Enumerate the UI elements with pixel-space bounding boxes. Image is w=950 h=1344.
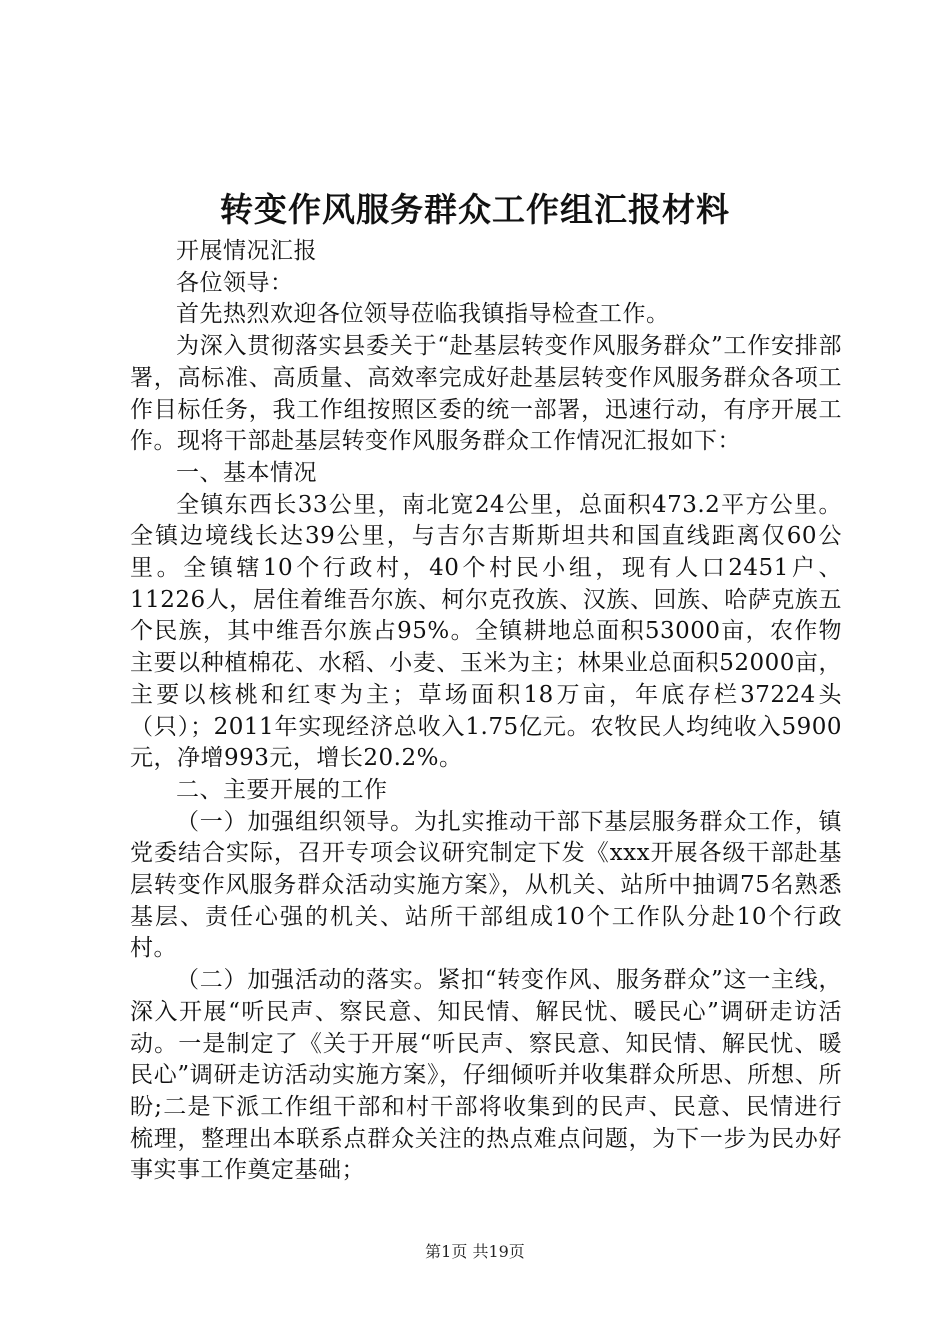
document-title: 转变作风服务群众工作组汇报材料	[220, 190, 730, 229]
section-heading-basic-situation: 一、基本情况	[176, 459, 317, 486]
paragraph-introduction: 为深入贯彻落实县委关于“赴基层转变作风服务群众”工作安排部署，高标准、高质量、高效率完成好赴基层转变作风服务群众各项工作目标任务，我工作组按照区委的统一部署，迅速行动，有序开展工作。现将干部赴基层转变作风服务群众工作情况汇报如下：	[130, 333, 842, 455]
paragraph-report-heading: 开展情况汇报	[176, 238, 317, 264]
paragraph-basic-situation: 全镇东西长33公里，南北宽24公里，总面积473.2平方公里。全镇边境线长达39公里，与吉尔吉斯斯坦共和国直线距离仅60公里。全镇辖10个行政村，40个村民小组，现有人口2451户、11226人，居住着维吾尔族、柯尔克孜族、汉族、回族、哈萨克族五个民族，其中维吾尔族占95%。全镇耕地总面积53000亩，农作物主要以种植棉花、水稻、小麦、玉米为主；林果业总面积52000亩，主要以核桃和红枣为主；草场面积18万亩，年底存栏37224头（只）；2011年实现经济总收入1.75亿元。农牧民人均纯收入5900元，净增993元，增长20.2%。	[130, 491, 842, 772]
document-body	[130, 236, 842, 1187]
paragraph-organization-leadership: （一）加强组织领导。为扎实推动干部下基层服务群众工作，镇党委结合实际，召开专项会议研究制定下发《xxx开展各级干部赴基层转变作风服务群众活动实施方案》，从机关、站所中抽调75名熟悉基层、责任心强的机关、站所干部组成10个工作队分赴10个行政村。	[130, 808, 842, 962]
section-heading-main-work: 二、主要开展的工作	[176, 776, 388, 803]
paragraph-salutation: 各位领导：	[176, 269, 294, 296]
page-number-footer: 第1页 共19页	[425, 1242, 525, 1261]
paragraph-activity-implementation: （二）加强活动的落实。紧扣“转变作风、服务群众”这一主线，深入开展“听民声、察民意、知民情、解民忧、暖民心”调研走访活动。一是制定了《关于开展“听民声、察民意、知民情、解民忧、暖民心”调研走访活动实施方案》，仔细倾听并收集群众所思、所想、所盼;二是下派工作组干部和村干部将收集到的民声、民意、民情进行梳理，整理出本联系点群众关注的热点难点问题，为下一步为民办好事实事工作奠定基础；	[130, 967, 842, 1184]
paragraph-welcome: 首先热烈欢迎各位领导莅临我镇指导检查工作。	[176, 301, 670, 328]
